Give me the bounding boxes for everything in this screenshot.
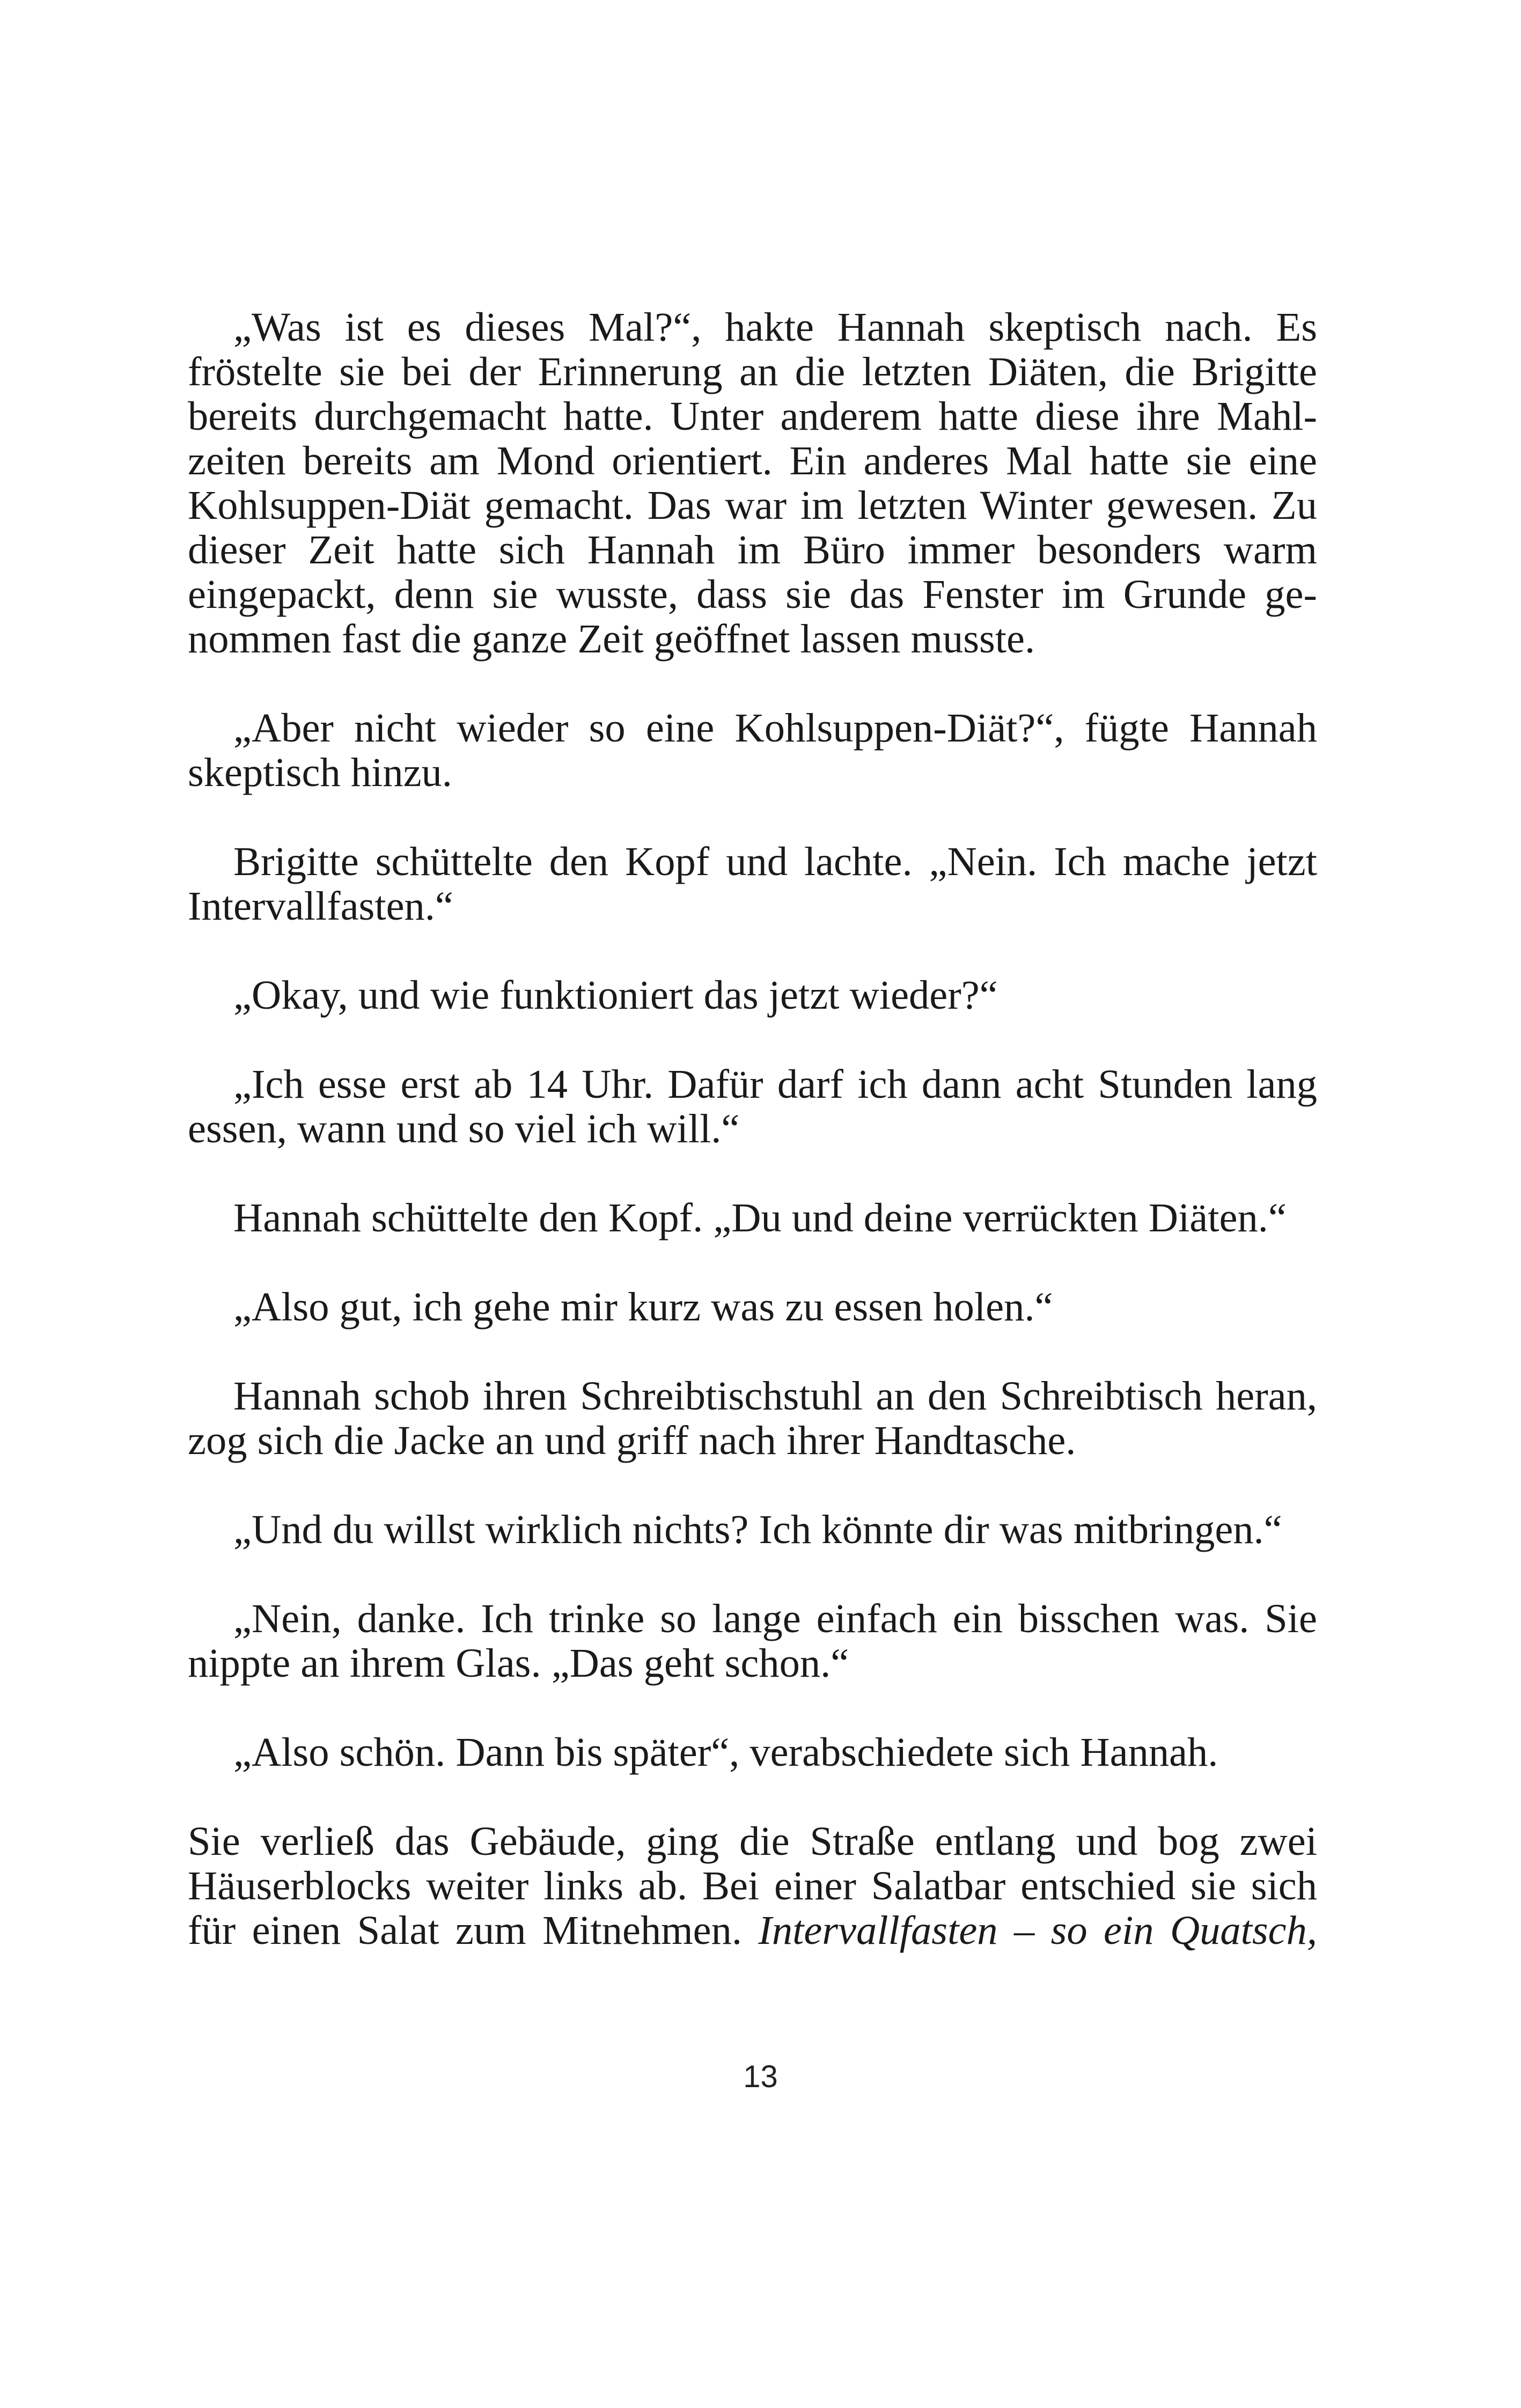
paragraph: „Was ist es dieses Mal?“, hakte Hannah skeptisch nach. Es fröstelte sie bei der Erinnerung an die letzten Diäten, die Brigitte bereits durchgemacht hatte. Unter anderem hatte diese ihre Mahlzeiten bereits am Mond orientiert. Ein anderes Mal hatte sie eine Kohlsuppen-Diät gemacht. Das war im letzten Winter gewesen. Zu dieser Zeit hatte sich Hannah im Büro immer besonders warm eingepackt, denn sie wusste, dass sie das Fenster im Grunde genommen fast die ganze Zeit geöffnet lassen musste.: [188, 304, 1317, 662]
paragraph: „Ich esse erst ab 14 Uhr. Dafür darf ich dann acht Stunden lang essen, wann und so viel ich will.“: [188, 1061, 1317, 1151]
paragraph: „Also schön. Dann bis später“, verabschiedete sich Hannah.: [233, 1729, 1218, 1775]
italic-thought: Intervallfasten – so ein Quatsch,: [758, 1907, 1317, 1953]
paragraph: „Also gut, ich gehe mir kurz was zu essen holen.“: [233, 1284, 1053, 1330]
paragraph: Hannah schüttelte den Kopf. „Du und deine verrückten Diäten.“: [233, 1195, 1287, 1240]
body-text: [188, 305, 1317, 1952]
page-number: 13: [743, 2059, 778, 2094]
paragraph: Hannah schob ihren Schreibtischstuhl an den Schreibtisch heran, zog sich die Jacke an und griff nach ihrer Handtasche.: [188, 1373, 1317, 1463]
paragraph: „Und du willst wirklich nichts? Ich könnte dir was mitbringen.“: [233, 1507, 1282, 1552]
final-paragraph-text: Sie verließ das Gebäude, ging die Straße entlang und bog zwei Häuserblocks weiter links ab. Bei einer Salatbar entschied sie sich für einen Salat zum Mitnehmen.: [188, 1818, 1317, 1953]
paragraph: „Okay, und wie funktioniert das jetzt wieder?“: [233, 972, 998, 1018]
paragraph: „Nein, danke. Ich trinke so lange einfach ein bisschen was. Sie nippte an ihrem Glas. „Das geht schon.“: [188, 1596, 1317, 1686]
final-paragraph: [188, 1819, 1317, 1952]
paragraph: Brigitte schüttelte den Kopf und lachte. „Nein. Ich mache jetzt Intervallfasten.“: [188, 839, 1317, 929]
paragraph: „Aber nicht wieder so eine Kohlsuppen-Diät?“, fügte Hannah skeptisch hinzu.: [188, 705, 1317, 795]
